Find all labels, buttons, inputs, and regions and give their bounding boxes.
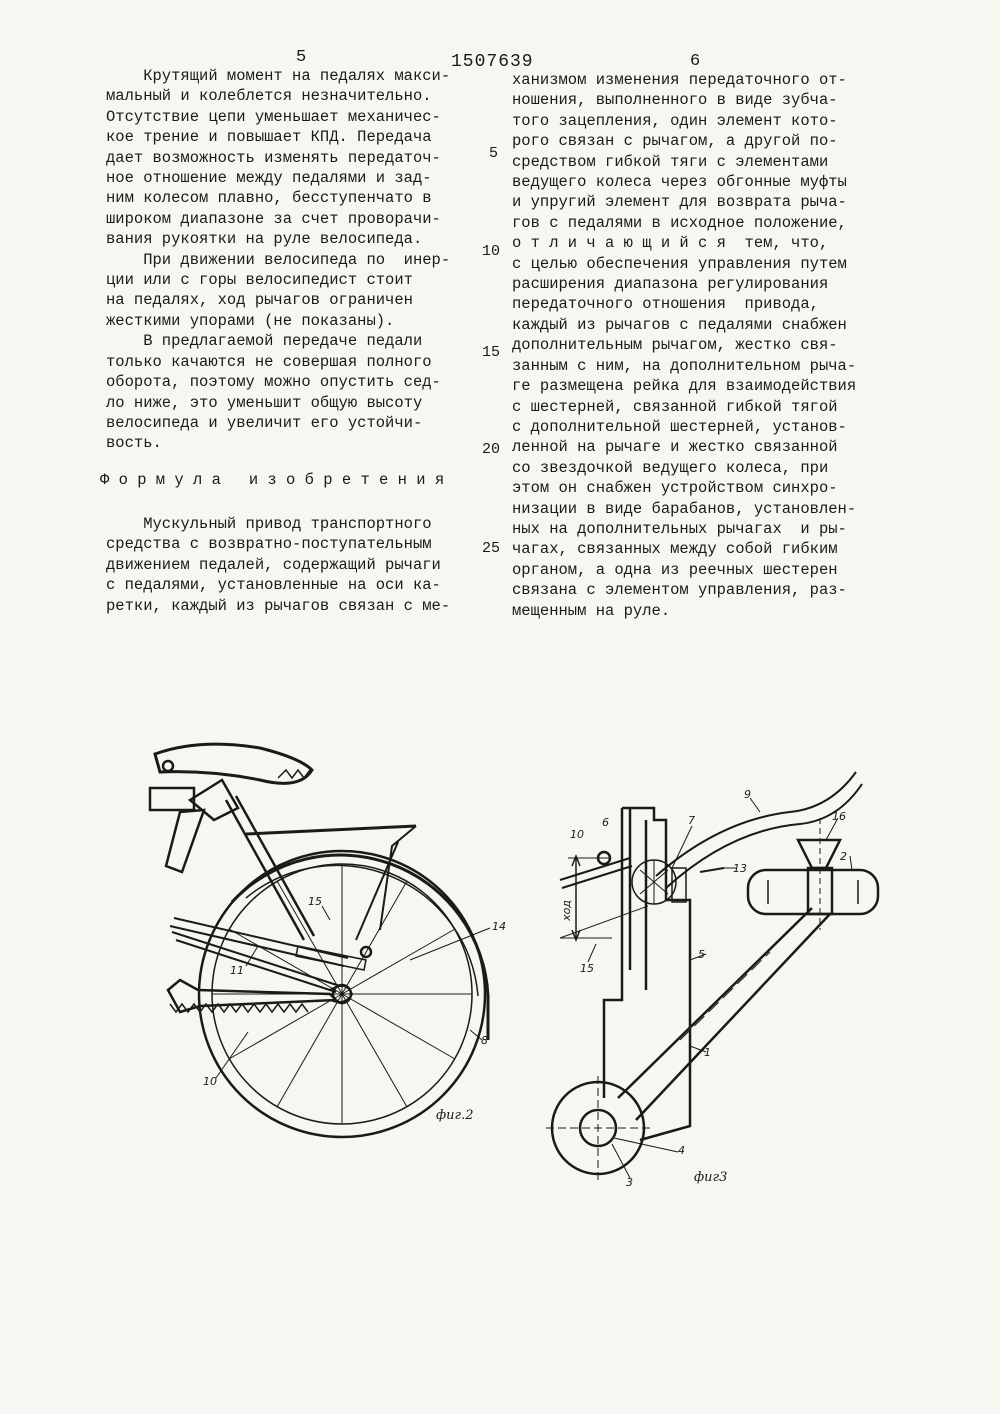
line-number-25: 25: [482, 540, 501, 557]
left-column-line: ное отношение между педалями и зад-: [106, 169, 432, 188]
left-column-line: ло ниже, это уменьшит общую высоту: [106, 393, 423, 412]
fig3-label-stroke: ход: [559, 900, 573, 921]
right-column-line: расширения диапазона регулирования: [512, 275, 829, 294]
right-column-line: низации в виде барабанов, установлен-: [512, 499, 857, 518]
fig3-label-16: 16: [832, 810, 846, 823]
fig3-label-3: 3: [626, 1176, 633, 1189]
fig3-label-9: 9: [744, 788, 751, 801]
left-column-line: велосипеда и увеличит его устойчи-: [106, 413, 423, 432]
right-column-line: со звездочкой ведущего колеса, при: [512, 458, 829, 477]
page-number-right: 6: [690, 52, 701, 71]
left-column-line: В предлагаемой передаче педали: [106, 332, 423, 351]
left-column-line: ним колесом плавно, бесступенчато в: [106, 189, 432, 208]
right-column-line: ведущего колеса через обгонные муфты: [512, 173, 847, 192]
document-number: 1507639: [451, 52, 534, 72]
left-column-line: только качаются не совершая полного: [106, 352, 432, 371]
right-column-line: с шестерней, связанной гибкой тягой: [512, 397, 838, 416]
left-column-line: кое трение и повышает КПД. Передача: [106, 128, 432, 147]
right-column-line: ге размещена рейка для взаимодействия: [512, 377, 857, 396]
left-column-line: оборота, поэтому можно опустить сед-: [106, 373, 441, 392]
line-number-20: 20: [482, 441, 501, 458]
left-column-line: жесткими упорами (не показаны).: [106, 311, 395, 330]
right-column-line: этом он снабжен устройством синхро-: [512, 479, 838, 498]
fig3-label-15: 15: [580, 962, 594, 975]
left-column-line: на педалях, ход рычагов ограничен: [106, 291, 413, 310]
right-column-line: и упругий элемент для возврата рыча-: [512, 193, 847, 212]
right-column-line: занным с ним, на дополнительном рыча-: [512, 356, 857, 375]
fig3-label-6: 6: [602, 816, 609, 829]
formula-line: с педалями, установленные на оси ка-: [106, 576, 441, 595]
left-column-line: вания рукоятки на руле велосипеда.: [106, 230, 423, 249]
right-column-line: средством гибкой тяги с элементами: [512, 152, 829, 171]
formula-heading: Ф о р м у л а и з о б р е т е н и я: [100, 471, 445, 489]
fig2-label-8: 8: [481, 1034, 488, 1047]
left-column-line: При движении велосипеда по инер-: [106, 250, 451, 269]
formula-line: движением педалей, содержащий рычаги: [106, 555, 441, 574]
line-number-5: 5: [489, 145, 499, 162]
right-column-line: органом, а одна из реечных шестерен: [512, 560, 838, 579]
right-column-line: того зацепления, один элемент кото-: [512, 111, 838, 130]
line-number-15: 15: [482, 344, 501, 361]
right-column-line: гов с педалями в исходное положение,: [512, 213, 847, 232]
left-column-line: широком диапазоне за счет проворачи-: [106, 209, 441, 228]
fig3-label-5: 5: [698, 948, 705, 961]
left-column-line: ции или с горы велосипедист стоит: [106, 271, 413, 290]
right-column-line: ханизмом изменения передаточного от-: [512, 71, 847, 89]
right-column-line: с дополнительной шестерней, установ-: [512, 417, 847, 436]
fig2-label-14: 14: [492, 920, 506, 933]
fig3-label-10: 10: [570, 828, 584, 841]
right-column-line: ных на дополнительных рычагах и ры-: [512, 519, 847, 538]
formula-line: ретки, каждый из рычагов связан с ме-: [106, 596, 451, 615]
right-column-line: ленной на рычаге и жестко связанной: [512, 438, 838, 457]
fig3-label-4: 4: [678, 1144, 685, 1157]
fig3-label-1: 1: [704, 1046, 711, 1059]
fig3-caption: фиг3: [694, 1170, 728, 1185]
page-number-left: 5: [296, 48, 307, 67]
fig2-label-10: 10: [203, 1075, 217, 1088]
formula-line: средства с возвратно-поступательным: [106, 535, 432, 554]
left-column-line: вость.: [106, 434, 162, 453]
left-column-line: дает возможность изменять передаточ-: [106, 148, 441, 167]
right-column-line: дополнительным рычагом, жестко свя-: [512, 336, 838, 355]
right-column-line: чагах, связанных между собой гибким: [512, 540, 838, 559]
right-column-line: рого связан с рычагом, а другой по-: [512, 132, 838, 151]
right-column-line: ношения, выполненного в виде зубча-: [512, 91, 838, 110]
fig3-label-2: 2: [840, 850, 847, 863]
left-column-line: мальный и колеблется незначительно.: [106, 87, 432, 106]
fig2-label-11: 11: [230, 964, 244, 977]
line-number-10: 10: [482, 243, 501, 260]
right-column-line: мещенным на руле.: [512, 601, 671, 620]
right-column-line: передаточного отношения привода,: [512, 295, 819, 314]
right-column-line: с целью обеспечения управления путем: [512, 254, 847, 273]
right-column-line: каждый из рычагов с педалями снабжен: [512, 315, 847, 334]
right-column-line: связана с элементом управления, раз-: [512, 581, 847, 600]
fig2-label-15: 15: [308, 895, 322, 908]
formula-line: Мускульный привод транспортного: [106, 515, 432, 533]
fig3-label-13: 13: [733, 862, 747, 875]
left-column-line: Крутящий момент на педалях макси-: [106, 67, 451, 85]
right-column-line: о т л и ч а ю щ и й с я тем, что,: [512, 234, 829, 253]
fig2-caption: фиг.2: [436, 1108, 474, 1123]
left-column-line: Отсутствие цепи уменьшает механичес-: [106, 107, 441, 126]
fig3-label-7: 7: [688, 814, 695, 827]
